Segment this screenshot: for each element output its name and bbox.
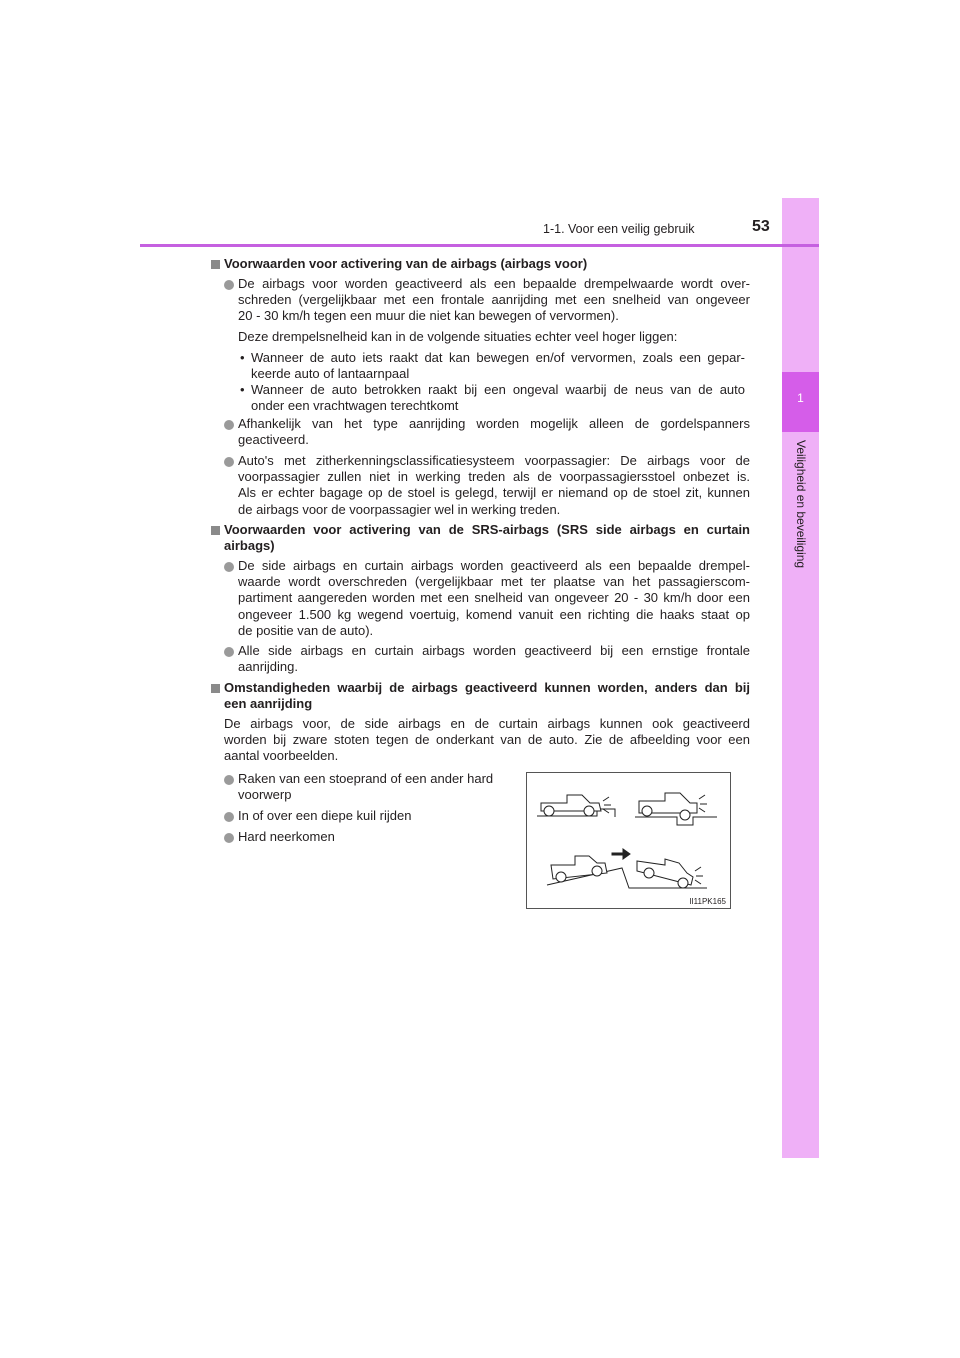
- figure-code: II11PK165: [689, 897, 726, 906]
- bullet-item: [238, 558, 750, 639]
- circle-bullet-icon: [224, 420, 234, 430]
- text-line: Auto's met zitherkenningsclassificatiesysteem voorpassagier: De airbags voor de: [238, 453, 750, 468]
- circle-bullet-icon: [224, 812, 234, 822]
- text-line: Deze drempelsnelheid kan in de volgende situaties echter veel hoger liggen:: [238, 329, 678, 344]
- airbag-activation-figure: [526, 772, 731, 909]
- text-line: voorpassagier zullen niet in werking treden als de voorpassagiersstoel onbezet is.: [238, 469, 750, 485]
- bullet-item: [251, 382, 745, 414]
- dot-bullet-icon: •: [240, 350, 245, 365]
- text-line: schreden (vergelijkbaar met een frontale aanrijding met een snelheid van ongeveer: [238, 292, 750, 308]
- dot-bullet-icon: •: [240, 382, 245, 397]
- section-title: 1-1. Voor een veilig gebruik: [543, 222, 695, 236]
- text-line: aanrijding.: [238, 659, 298, 675]
- bullet-item: [238, 808, 411, 824]
- text-line: geactiveerd.: [238, 432, 309, 448]
- bullet-item: [238, 416, 750, 448]
- circle-bullet-icon: [224, 562, 234, 572]
- text-line: ongeveer 1.500 kg wegend voertuig, komend vanuit een richting die haaks staat op: [238, 606, 750, 622]
- text-line: De side airbags en curtain airbags worden geactiveerd als een bepaalde drempel-: [238, 558, 750, 573]
- square-bullet-icon: [211, 684, 220, 693]
- text-line: keerde auto of lantaarnpaal: [251, 366, 410, 382]
- paragraph: [238, 329, 750, 345]
- bullet-item: [238, 276, 750, 325]
- bullet-item: [238, 771, 493, 803]
- square-bullet-icon: [211, 526, 220, 535]
- text-line: de airbags voor de voorpassagier wel in werking treden.: [238, 501, 561, 517]
- bullet-item: [238, 829, 335, 845]
- text-line: De airbags voor worden geactiveerd als een bepaalde drempelwaarde wordt over-: [238, 276, 750, 291]
- text-line: een aanrijding: [224, 696, 313, 712]
- truck-ramp-icon: [547, 849, 707, 888]
- text-line: aantal voorbeelden.: [224, 748, 339, 764]
- chapter-tab: 1: [782, 372, 819, 432]
- text-line: Raken van een stoeprand of een ander hard: [238, 771, 494, 786]
- text-line: Wanneer de auto iets raakt dat kan bewegen en/of vervormen, zoals een gepar-: [251, 350, 745, 365]
- circle-bullet-icon: [224, 775, 234, 785]
- text-line: Hard neerkomen: [238, 829, 335, 844]
- text-line: partiment aangereden worden met een snelheid van ongeveer 20 - 30 km/h door een: [238, 590, 750, 606]
- text-line: Omstandigheden waarbij de airbags geactiveerd kunnen worden, anders dan bij: [224, 680, 750, 695]
- text-line: worden bij zware stoten tegen de onderkant van de auto. Zie de afbeelding voor een: [224, 732, 750, 748]
- section-heading: [224, 522, 750, 554]
- circle-bullet-icon: [224, 280, 234, 290]
- text-line: Voorwaarden voor activering van de SRS-airbags (SRS side airbags en curtain: [224, 522, 750, 537]
- chapter-label: Veiligheid en beveiliging: [794, 440, 808, 569]
- circle-bullet-icon: [224, 457, 234, 467]
- paragraph: [224, 716, 750, 765]
- text-line: de positie van de auto).: [238, 622, 374, 638]
- text-line: 20 - 30 km/h tegen een muur die niet kan bewegen of vervormen).: [238, 308, 619, 324]
- truck-curb-icon: [537, 795, 615, 817]
- square-bullet-icon: [211, 260, 220, 269]
- text-line: voorwerp: [238, 787, 292, 803]
- text-line: Als er echter bagage op de stoel is gelegd, terwijl er niemand op de stoel zit, kunnen: [238, 485, 750, 501]
- truck-pothole-icon: [635, 793, 717, 825]
- text-line: De airbags voor, de side airbags en de curtain airbags kunnen ook geactiveerd: [224, 716, 750, 731]
- circle-bullet-icon: [224, 833, 234, 843]
- text-line: airbags): [224, 538, 275, 554]
- bullet-item: [251, 350, 745, 382]
- text-line: In of over een diepe kuil rijden: [238, 808, 412, 823]
- circle-bullet-icon: [224, 647, 234, 657]
- text-line: onder een vrachtwagen terechtkomt: [251, 398, 459, 414]
- text-line: Voorwaarden voor activering van de airbags (airbags voor): [224, 256, 588, 271]
- section-heading: [224, 256, 750, 272]
- bullet-item: [238, 453, 750, 518]
- section-heading: [224, 680, 750, 712]
- truck-illustrations: [527, 773, 730, 908]
- text-line: Afhankelijk van het type aanrijding worden mogelijk alleen de gordelspanners: [238, 416, 750, 431]
- text-line: Wanneer de auto betrokken raakt bij een ongeval waarbij de neus van de auto: [251, 382, 745, 397]
- text-line: waarde wordt overschreden (vergelijkbaar met ter plaatse van het passagierscom-: [238, 574, 750, 590]
- text-line: Alle side airbags en curtain airbags worden geactiveerd bij een ernstige frontale: [238, 643, 750, 658]
- bullet-item: [238, 643, 750, 675]
- header-divider: [140, 244, 819, 247]
- chapter-sidebar: [782, 198, 819, 1158]
- page-number: 53: [752, 218, 770, 235]
